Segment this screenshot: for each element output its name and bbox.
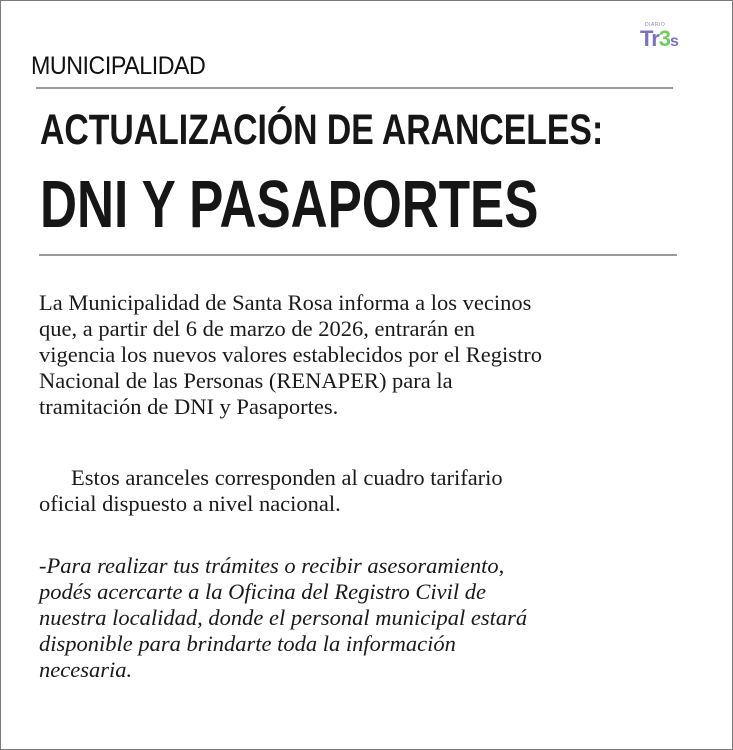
- text-line: nuestra localidad, donde el personal municipal estará: [39, 605, 528, 630]
- text-line: que, a partir del 6 de marzo de 2026, entrarán en: [39, 316, 476, 341]
- top-divider: [36, 87, 673, 89]
- text-line: Nacional de las Personas (RENAPER) para la: [39, 368, 453, 393]
- logo-text-a: Tr: [640, 26, 659, 51]
- text-line: -Para realizar tus trámites o recibir asesoramiento,: [39, 553, 505, 578]
- headline-line-2: DNI Y PASAPORTES: [40, 167, 539, 242]
- text-line: Estos aranceles corresponden al cuadro tarifario: [71, 465, 503, 490]
- logo-text: [640, 26, 678, 52]
- headline-line-1: ACTUALIZACIÓN DE ARANCELES:: [40, 106, 604, 154]
- text-line: disponible para brindarte toda la información: [39, 631, 456, 656]
- bottom-divider: [39, 254, 677, 256]
- paragraph-tramites: [39, 553, 527, 683]
- logo-text-b: 3: [658, 26, 671, 51]
- logo-small-text: DIARIO: [645, 22, 666, 28]
- text-line: podés acercarte a la Oficina del Registro Civil de: [39, 579, 486, 604]
- text-line: vigencia los nuevos valores establecidos por el Registro: [39, 342, 542, 367]
- text-line: tramitación de DNI y Pasaportes.: [39, 394, 339, 419]
- logo-text-c: s: [670, 33, 678, 50]
- diario-tres-logo: [640, 22, 700, 62]
- text-line: La Municipalidad de Santa Rosa informa a los vecinos: [39, 290, 532, 315]
- paragraph-intro: [39, 290, 542, 420]
- text-line: oficial dispuesto a nivel nacional.: [39, 491, 341, 516]
- text-line: necesaria.: [39, 657, 133, 682]
- paragraph-aranceles: [39, 465, 503, 517]
- section-label: MUNICIPALIDAD: [31, 52, 206, 80]
